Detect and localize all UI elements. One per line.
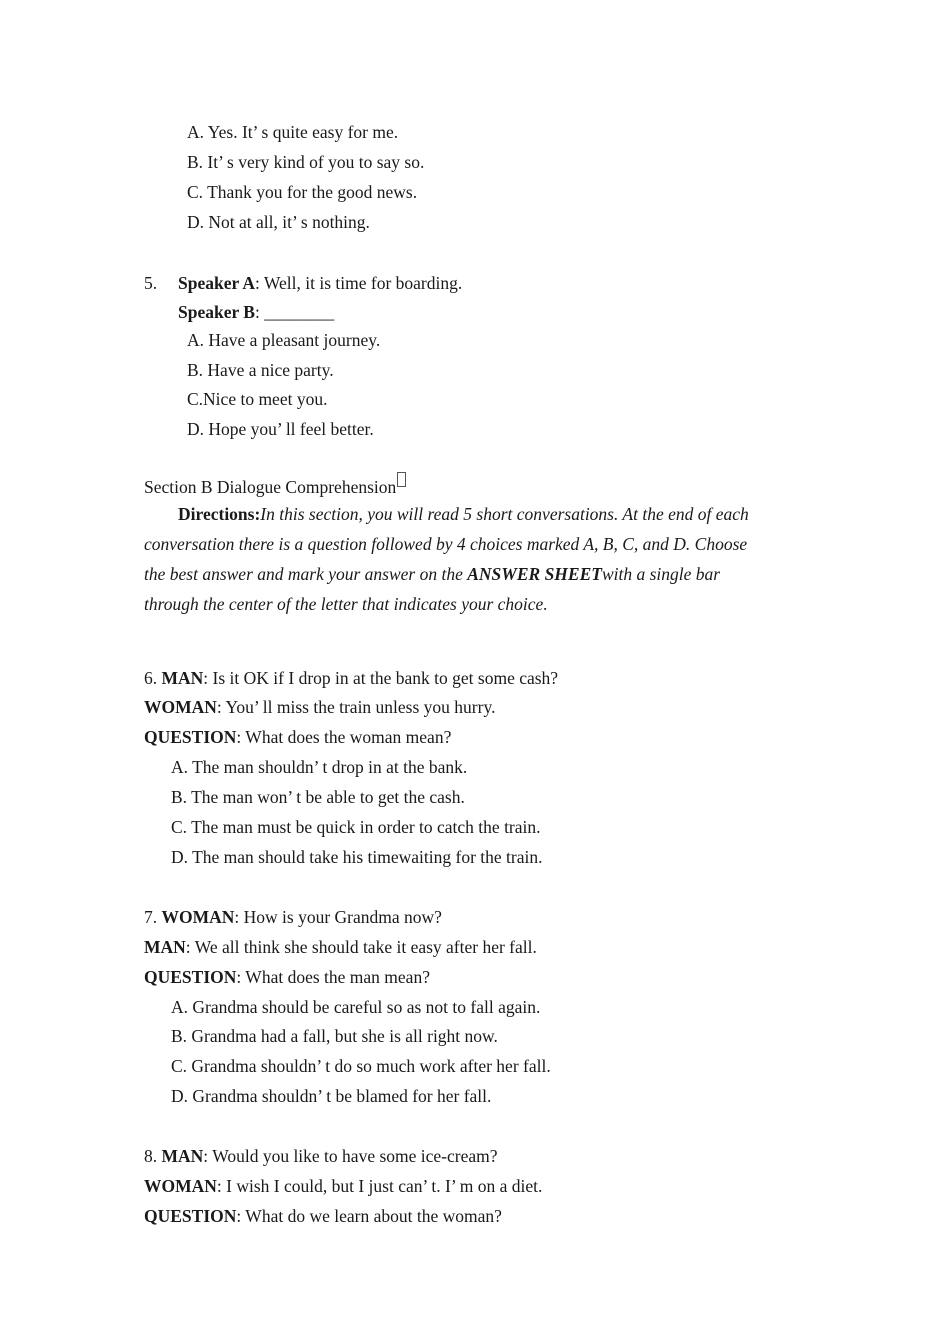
q7-option-d: D. Grandma shouldn’ t be blamed for her fall. <box>171 1086 492 1106</box>
q6-option-b: B. The man won’ t be able to get the cash. <box>171 787 465 807</box>
q7-option-c: C. Grandma shouldn’ t do so much work after her fall. <box>171 1056 551 1076</box>
directions-line-4: through the center of the letter that indicates your choice. <box>144 594 548 614</box>
directions-line-2: conversation there is a question followed by 4 choices marked A, B, C, and D. Choose <box>144 534 748 554</box>
speaker-a-label: Speaker A <box>178 273 255 293</box>
section-b-title: Section B Dialogue Comprehension <box>144 472 406 498</box>
q6-line-1: 6. MAN: Is it OK if I drop in at the bank to get some cash? <box>144 668 559 688</box>
q5-option-b: B. Have a nice party. <box>187 360 334 380</box>
q7-question: QUESTION: What does the man mean? <box>144 967 430 987</box>
q5-option-d: D. Hope you’ ll feel better. <box>187 419 374 439</box>
directions-label: Directions: <box>178 504 261 524</box>
q5-number: 5. <box>144 273 158 293</box>
q4-option-c: C. Thank you for the good news. <box>187 182 418 202</box>
q4-option-d: D. Not at all, it’ s nothing. <box>187 212 370 232</box>
q6-option-c: C. The man must be quick in order to catch the train. <box>171 817 541 837</box>
q8-line-1: 8. MAN: Would you like to have some ice-cream? <box>144 1146 498 1166</box>
q7-option-a: A. Grandma should be careful so as not to fall again. <box>171 997 541 1017</box>
directions-line-3: the best answer and mark your answer on the ANSWER SHEETwith a single bar <box>144 564 721 584</box>
speaker-a-text: : Well, it is time for boarding. <box>254 273 463 293</box>
placeholder-box-icon <box>397 472 406 487</box>
q5-speaker-a-line <box>178 272 462 294</box>
answer-sheet-emphasis: ANSWER SHEET <box>467 564 602 584</box>
q5-speaker-b-line <box>178 301 334 323</box>
speaker-b-text: : ________ <box>254 302 335 322</box>
q6-question: QUESTION: What does the woman mean? <box>144 727 452 747</box>
q6-option-d: D. The man should take his timewaiting for the train. <box>171 847 543 867</box>
q7-line-1: 7. WOMAN: How is your Grandma now? <box>144 907 442 927</box>
q5-option-c: C.Nice to meet you. <box>187 389 328 409</box>
q7-option-b: B. Grandma had a fall, but she is all right now. <box>171 1026 498 1046</box>
directions-line-1: Directions:In this section, you will read 5 short conversations. At the end of each <box>178 504 749 524</box>
q4-option-b: B. It’ s very kind of you to say so. <box>187 152 425 172</box>
q8-line-2: WOMAN: I wish I could, but I just can’ t. I’ m on a diet. <box>144 1176 543 1196</box>
q6-line-2: WOMAN: You’ ll miss the train unless you hurry. <box>144 697 496 717</box>
q7-line-2: MAN: We all think she should take it easy after her fall. <box>144 937 537 957</box>
q8-question: QUESTION: What do we learn about the woman? <box>144 1206 502 1226</box>
speaker-b-label: Speaker B <box>178 302 255 322</box>
q4-option-a: A. Yes. It’ s quite easy for me. <box>187 122 399 142</box>
q5-option-a: A. Have a pleasant journey. <box>187 330 381 350</box>
q6-option-a: A. The man shouldn’ t drop in at the bank. <box>171 757 468 777</box>
